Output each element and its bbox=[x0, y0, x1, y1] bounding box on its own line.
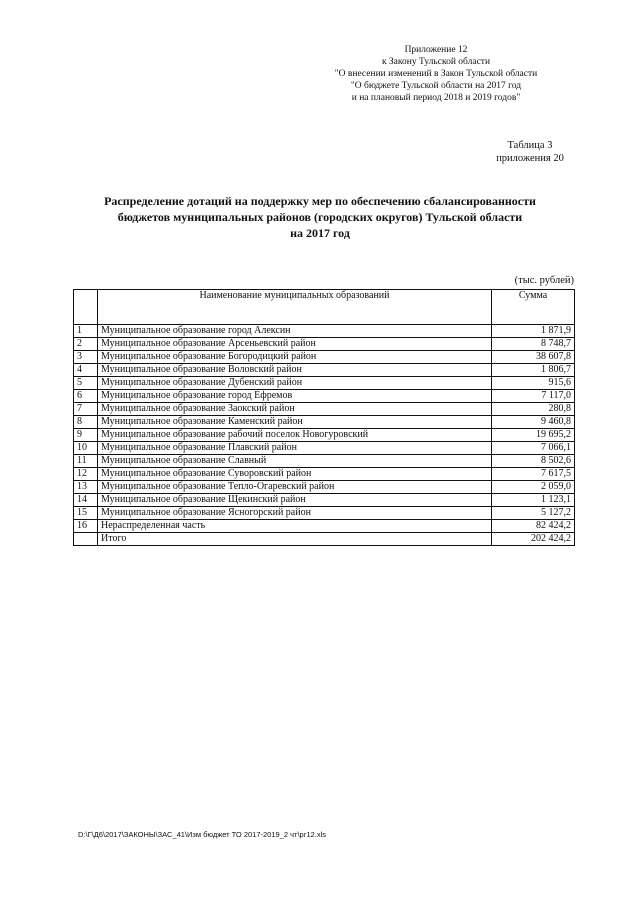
row-number: 13 bbox=[74, 481, 98, 494]
table-row bbox=[74, 390, 575, 403]
table-row bbox=[74, 429, 575, 442]
header-name: Наименование муниципальных образований bbox=[98, 290, 492, 325]
row-number: 2 bbox=[74, 338, 98, 351]
row-sum: 8 748,7 bbox=[492, 338, 575, 351]
row-name: Муниципальное образование Ясногорский район bbox=[98, 507, 492, 520]
table-header-row bbox=[74, 290, 575, 325]
row-sum: 1 806,7 bbox=[492, 364, 575, 377]
title-line3: на 2017 год bbox=[290, 226, 350, 240]
row-sum: 19 695,2 bbox=[492, 429, 575, 442]
table-row bbox=[74, 455, 575, 468]
row-number: 7 bbox=[74, 403, 98, 416]
row-number: 15 bbox=[74, 507, 98, 520]
header-line: к Закону Тульской области bbox=[381, 57, 491, 67]
row-sum: 5 127,2 bbox=[492, 507, 575, 520]
title-line2: бюджетов муниципальных районов (городских округов) Тульской области bbox=[117, 210, 523, 224]
row-number: 4 bbox=[74, 364, 98, 377]
subsidy-table bbox=[73, 289, 575, 546]
law-appendix-header bbox=[300, 44, 572, 104]
table-row bbox=[74, 533, 575, 546]
table-row bbox=[74, 325, 575, 338]
row-sum: 1 123,1 bbox=[492, 494, 575, 507]
row-sum: 280,8 bbox=[492, 403, 575, 416]
row-number: 14 bbox=[74, 494, 98, 507]
row-number bbox=[74, 533, 98, 546]
row-number: 12 bbox=[74, 468, 98, 481]
row-number: 6 bbox=[74, 390, 98, 403]
table-reference bbox=[480, 139, 580, 165]
row-name: Муниципальное образование Воловский район bbox=[98, 364, 492, 377]
row-name: Муниципальное образование Дубенский район bbox=[98, 377, 492, 390]
row-name: Муниципальное образование Славный bbox=[98, 455, 492, 468]
row-name: Муниципальное образование Богородицкий район bbox=[98, 351, 492, 364]
table-row bbox=[74, 494, 575, 507]
row-name: Муниципальное образование город Ефремов bbox=[98, 390, 492, 403]
row-number: 5 bbox=[74, 377, 98, 390]
row-name: Муниципальное образование Заокский район bbox=[98, 403, 492, 416]
row-name: Муниципальное образование рабочий поселок Новогуровский bbox=[98, 429, 492, 442]
table-row bbox=[74, 351, 575, 364]
table-row bbox=[74, 364, 575, 377]
table-ref-line2: приложения 20 bbox=[496, 153, 564, 164]
header-sum: Сумма bbox=[492, 290, 575, 325]
row-sum: 915,6 bbox=[492, 377, 575, 390]
table-row bbox=[74, 520, 575, 533]
row-sum: 2 059,0 bbox=[492, 481, 575, 494]
row-number: 3 bbox=[74, 351, 98, 364]
file-path-footer: D:\Г\Д6\2017\ЗАКОНЫ\ЗАС_41\Изм бюджет ТО 2017-2019_2 чт\рг12.xls bbox=[78, 830, 327, 839]
row-sum: 9 460,8 bbox=[492, 416, 575, 429]
units-label: (тыс. рублей) bbox=[514, 275, 574, 286]
table-ref-line1: Таблица 3 bbox=[507, 140, 553, 151]
header-line: "О внесении изменений в Закон Тульской области bbox=[334, 69, 538, 79]
row-name: Итого bbox=[98, 533, 492, 546]
row-sum: 202 424,2 bbox=[492, 533, 575, 546]
row-sum: 1 871,9 bbox=[492, 325, 575, 338]
row-name: Муниципальное образование Плавский район bbox=[98, 442, 492, 455]
row-sum: 7 066,1 bbox=[492, 442, 575, 455]
table-row bbox=[74, 416, 575, 429]
row-sum: 7 617,5 bbox=[492, 468, 575, 481]
row-number: 16 bbox=[74, 520, 98, 533]
table-row bbox=[74, 507, 575, 520]
row-sum: 38 607,8 bbox=[492, 351, 575, 364]
table-body bbox=[74, 325, 575, 546]
table-row bbox=[74, 442, 575, 455]
row-name: Муниципальное образование Щекинский район bbox=[98, 494, 492, 507]
row-sum: 8 502,6 bbox=[492, 455, 575, 468]
header-number bbox=[74, 290, 98, 325]
row-name: Муниципальное образование Тепло-Огаревский район bbox=[98, 481, 492, 494]
row-name: Муниципальное образование Каменский район bbox=[98, 416, 492, 429]
table-row bbox=[74, 481, 575, 494]
row-number: 9 bbox=[74, 429, 98, 442]
row-number: 1 bbox=[74, 325, 98, 338]
row-name: Нераспределенная часть bbox=[98, 520, 492, 533]
document-title bbox=[60, 193, 580, 241]
header-line: "О бюджете Тульской области на 2017 год bbox=[350, 81, 522, 91]
row-number: 10 bbox=[74, 442, 98, 455]
header-line: и на плановый период 2018 и 2019 годов" bbox=[351, 93, 521, 103]
row-name: Муниципальное образование Арсеньевский район bbox=[98, 338, 492, 351]
row-number: 11 bbox=[74, 455, 98, 468]
table-row bbox=[74, 403, 575, 416]
row-name: Муниципальное образование город Алексин bbox=[98, 325, 492, 338]
table-row bbox=[74, 338, 575, 351]
header-line: Приложение 12 bbox=[404, 45, 468, 55]
title-line1: Распределение дотаций на поддержку мер по обеспечению сбалансированности bbox=[104, 194, 536, 208]
row-sum: 7 117,0 bbox=[492, 390, 575, 403]
row-number: 8 bbox=[74, 416, 98, 429]
table-row bbox=[74, 377, 575, 390]
row-sum: 82 424,2 bbox=[492, 520, 575, 533]
table-row bbox=[74, 468, 575, 481]
row-name: Муниципальное образование Суворовский район bbox=[98, 468, 492, 481]
